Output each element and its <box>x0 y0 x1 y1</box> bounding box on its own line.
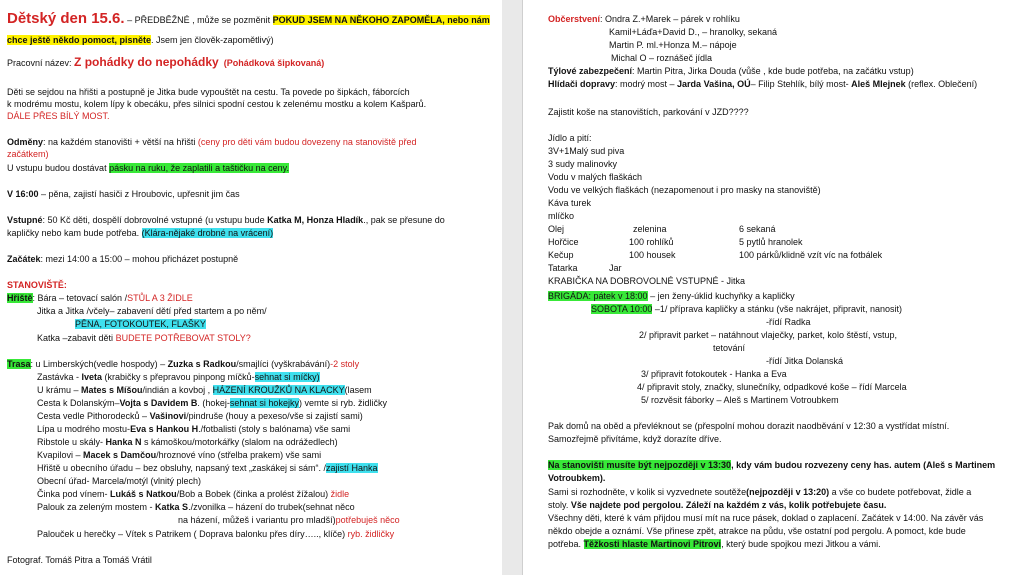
dumbbell-line <box>37 489 349 500</box>
dumbbell-names: Lukáš s Natkou <box>110 489 177 499</box>
green-bridge-red: potřebuješ něco <box>335 515 400 525</box>
playground-red: STŮL A 3 ŽIDLE <box>127 293 193 303</box>
start-line <box>7 254 238 265</box>
jitka-line: Jitka a Jitka /včely– zabavení dětí před startem a po něm/ <box>37 306 267 316</box>
katka-red: BUDETE POTŘEBOVAT STOLY? <box>115 333 251 343</box>
pithorodecky-text: /pindruše (houy a pexeso/vše si zajistí sami) <box>186 411 363 421</box>
pithorodecky-names: Vašinovi <box>149 411 187 421</box>
shop-highlight: HÁZENÍ KROUŽKŮ NA KLACKY <box>212 385 345 395</box>
refreshments-label: Občerstvení <box>548 14 601 24</box>
green-bridge-text: ./zvonilka – házení do trubek(sehnat něco <box>188 502 355 512</box>
actress-meadow-line <box>37 529 394 540</box>
decide-line-2 <box>548 500 886 511</box>
office-playground-line <box>37 463 378 474</box>
on-station-text: , kdy vám budou rozvezeny ceny has. autem (Aleš s Martinem <box>731 460 996 470</box>
saturday-line <box>591 304 902 315</box>
green-bridge-pre: Palouk za zeleným mostem - <box>37 502 156 512</box>
drink-4: Vodu ve velkých flaškách (nezapomenout i pro masky na stanoviště) <box>548 185 821 195</box>
katka-text: Katka –zabavit děti <box>37 333 116 343</box>
route-tail: /smajlíci (vyškrabávání) <box>236 359 331 369</box>
dolansky-text: . (hokej- <box>197 398 230 408</box>
pithorodecky-line <box>37 411 363 422</box>
title-note: – PŘEDBĚŽNÉ , může se pozměnit <box>124 15 273 25</box>
linden-text: ./fotbalisti (stoly s balónama) vše sami <box>198 424 351 434</box>
led-by-radka: -řídí Radka <box>766 317 811 327</box>
supply-oil: Olej <box>548 224 565 234</box>
home-line-2: Samozřejmě přivítáme, když dorazíte dříve. <box>548 434 722 444</box>
drink-2: 3 sudy malinovky <box>548 159 618 169</box>
supply-veg: zelenina <box>633 224 667 234</box>
dolansky-line <box>37 398 387 409</box>
pithorodecky-pre: Cesta vedle Pithorodecků – <box>37 411 150 421</box>
actress-meadow-red: ryb. židličky <box>347 529 395 539</box>
entry-band-pre: U vstupu budou dostávat <box>7 163 110 173</box>
green-bridge-line <box>37 502 355 513</box>
green-bridge-name: Katka S <box>155 502 189 512</box>
food-heading: Jídlo a pití: <box>548 133 592 143</box>
route-label: Trasa <box>7 359 31 369</box>
entry-fee-names: Katka M, Honza Hladík <box>267 215 364 225</box>
decide-bold-2: Vše najdete pod pergolou. Záleží na každém z vás, kolik potřebujete času. <box>570 500 887 510</box>
brigade-line <box>548 291 795 302</box>
rewards-text: : na každém stanovišti + větší na hřišti <box>43 137 198 147</box>
entry-band-highlight: pásku na ruku, že zaplatili a taštičku na ceny. <box>109 163 290 173</box>
foam-line <box>7 189 240 200</box>
children-line-2: někdo obejde a oznámí. Vše přinese zpět, atrakce na půdu, vše ostatní pod pergolu. A pomoct, kde bude <box>548 526 966 536</box>
rear-security-line <box>548 66 914 77</box>
children-tail: , který bude spojkou mezi Jitkou a vámi. <box>721 539 881 549</box>
entry-band-line <box>7 163 289 174</box>
doc-title: Dětský den 15.6. <box>7 10 125 27</box>
stop-name: Iveta <box>81 372 103 382</box>
entry-fee-tail: ., pak se přesune do <box>363 215 445 225</box>
decide-tail: a vše co budete potřebovat, židle a <box>829 487 972 497</box>
children-line-1: Všechny děti, které k vám přijdou musí mít na ruce pásek, doklad o zaplacení. Začátek v 14:00. Na závěr vás <box>548 513 984 523</box>
rewards-red-2: začátkem) <box>7 149 49 159</box>
dumbbell-text: /Bob a Bobek (činka a prolést žížalou) <box>176 489 331 499</box>
task-5: 5/ rozvěsit fáborky – Aleš s Martinem Votroubkem <box>641 395 839 405</box>
foam-photo-line <box>75 319 206 330</box>
brigade-text: – jen ženy-úklid kuchyňky a kapličky <box>647 291 795 301</box>
drink-1: 3V+1Malý sud piva <box>548 146 625 156</box>
working-name-value: Z pohádky do nepohádky <box>74 55 219 69</box>
drink-5: Káva turek <box>548 198 592 208</box>
working-name-sub: (Pohádková šipkovaná) <box>223 58 325 68</box>
dumbbell-red: židle <box>330 489 350 499</box>
supply-buns: 100 housek <box>629 250 676 260</box>
supply-mustard: Hořčice <box>548 237 579 247</box>
doc-title-line <box>7 10 490 27</box>
task-4: 4/ připravit stoly, značky, slunečníky, odpadkové koše – řídí Marcela <box>637 382 907 392</box>
rewards-line <box>7 137 416 148</box>
dolansky-tail: ) vemte si ryb. židličky <box>298 398 387 408</box>
decide-bold: (nejpozději v 13:20) <box>746 487 830 497</box>
traffic-guard-line <box>548 79 977 90</box>
route-red: -2 stoly <box>330 359 360 369</box>
kvapil-names: Macek s Damčou <box>83 450 157 460</box>
refreshments-3: Martin P. ml.+Honza M.– nápoje <box>609 40 737 50</box>
warning-highlight-1: POKUD JSEM NA NĚKOHO ZAPOMĚLA, nebo nám <box>272 15 490 25</box>
right-page <box>522 0 1024 575</box>
on-station-highlight: Na stanovišti musíte být nejpozději v 13:30 <box>548 460 732 470</box>
stop-text: (krabičky s přepravou pinpong míčků- <box>102 372 255 382</box>
photographer-line: Fotograf. Tomáš Pitra a Tomáš Vrátil <box>7 555 152 565</box>
ribstole-text: s kámoškou/motorkářky (slalom na odrážedlech) <box>141 437 338 447</box>
children-line-3 <box>548 539 881 550</box>
linden-line <box>37 424 350 435</box>
linden-pre: Lípa u modrého mostu- <box>37 424 131 434</box>
shop-line <box>37 385 372 396</box>
stations-heading: STANOVIŠTĚ: <box>7 280 67 290</box>
rewards-label: Odměny <box>7 137 44 147</box>
task-2: 2/ připravit parket – natáhnout vlaječky, parket, kolo štěstí, vstup, <box>639 330 897 340</box>
intro-line-1: Děti se sejdou na hřišti a postupně je Jitka bude vypouštět na cestu. Ta povede po šipkách, fáborcích <box>7 87 410 97</box>
drink-3: Vodu v malých flaškách <box>548 172 643 182</box>
dolansky-pre: Cesta k Dolanským– <box>37 398 120 408</box>
traffic-guard-tail: (reflex. Oblečení) <box>905 79 978 89</box>
children-highlight: Těžkosti hlaste Martinovi Pitrovi <box>583 539 722 549</box>
saturday-highlight: SOBOTA 10:00 <box>591 304 653 314</box>
dolansky-highlight: sehnat si hokejky <box>229 398 299 408</box>
entry-fee-label: Vstupné <box>7 215 43 225</box>
home-line-1: Pak domů na oběd a převléknout se (přespolní mohou dorazit naodběvání v 12:30 a vystřídat místní. <box>548 421 950 431</box>
task-2-tattoo: tetování <box>713 343 746 353</box>
route-line <box>7 359 359 370</box>
decide-pre-2: stoly. <box>548 500 571 510</box>
katka-line <box>37 333 251 344</box>
supply-tartar: Tatarka <box>548 263 578 273</box>
stop-pre: Zastávka - <box>37 372 82 382</box>
foam-text: – pěna, zajistí hasiči z Hroubovic, upřesnit jim čas <box>38 189 240 199</box>
kvapil-pre: Kvapilovi – <box>37 450 84 460</box>
route-text: : u Limberských(vedle hospody) – <box>30 359 168 369</box>
rear-security-text: : Martin Pitra, Jirka Douda (vůše , kde bude potřeba, na začátku vstup) <box>632 66 914 76</box>
office-playground-text: Hřiště u obecního úřadu – bez obsluhy, napsaný text „zaskákej si sám“. / <box>37 463 326 473</box>
green-bridge-line-2 <box>178 515 400 526</box>
refreshments-line <box>548 14 740 25</box>
working-name-line <box>7 57 324 69</box>
traffic-guard-text: : modrý most – <box>615 79 678 89</box>
office-line: Obecní úřad- Marcela/motýl (vlnitý plech) <box>37 476 202 486</box>
entry-fee-pre-2: kapličky nebo kam bude potřeba. <box>7 228 142 238</box>
entry-fee-line-2 <box>7 228 273 239</box>
start-label: Začátek <box>7 254 41 264</box>
shop-pre: U krámu – <box>37 385 82 395</box>
supply-fries: 5 pytlů hranolek <box>739 237 803 247</box>
shop-text: /indián a kovboj , <box>142 385 213 395</box>
intro-line-2: k modrému mostu, kolem lípy k obecáku, přes silnici spodní cestou k zelenému mostku a kolem Kašparů. <box>7 99 427 109</box>
ribstole-names: Hanka N <box>105 437 142 447</box>
traffic-guard-text-2: – Filip Stehlík, bílý most- <box>750 79 852 89</box>
playground-label: Hřiště <box>7 293 33 303</box>
kvapil-line <box>37 450 321 461</box>
foam-photo-highlight: PĚNA, FOTOKOUTEK, FLAŠKY <box>75 319 206 329</box>
playground-text: : Bára – tetovací salón / <box>32 293 128 303</box>
office-playground-highlight: zajistí Hanka <box>325 463 378 473</box>
ribstole-line <box>37 437 338 448</box>
stop-highlight: sehnat si míčky) <box>254 372 320 382</box>
supply-rolls: 100 rohlíků <box>629 237 674 247</box>
entry-fee-highlight: (Klára-nějaké drobné na vrácení) <box>141 228 274 238</box>
intro-line-3: DÁLE PŘES BÍLÝ MOST. <box>7 111 110 121</box>
entry-fee-line <box>7 215 445 226</box>
warning-tail: . Jsem jen člověk-zapomětlivý) <box>151 35 274 45</box>
route-names: Zuzka s Radkou <box>167 359 237 369</box>
playground-line <box>7 293 193 304</box>
rear-security-label: Týlové zabezpečení <box>548 66 633 76</box>
foam-time: V 16:00 <box>7 189 39 199</box>
on-station-line <box>548 460 995 471</box>
bins-line: Zajistit koše na stanovištích, parkování v JZD???? <box>548 107 749 117</box>
on-station-line-2: Votroubkem). <box>548 473 606 483</box>
shop-names: Mates s Míšou <box>81 385 143 395</box>
refreshments-1: : Ondra Z.+Marek – párek v rohlíku <box>600 14 740 24</box>
donation-box-line: KRABIČKA NA DOBROVOLNÉ VSTUPNÉ - Jitka <box>548 276 746 286</box>
refreshments-4: Michal O – roznášeč jídla <box>611 53 713 63</box>
warning-line-2 <box>7 35 274 46</box>
decide-pre: Sami si rozhodněte, v kolik si vyzvednete soutěže <box>548 487 747 497</box>
ribstole-pre: Ribstole u skály- <box>37 437 106 447</box>
shop-tail: (lasem <box>344 385 372 395</box>
traffic-guard-names: Jarda Vašina, OÚ <box>677 79 751 89</box>
refreshments-2: Kamil+Láďa+David D., – hranolky, sekaná <box>609 27 777 37</box>
linden-names: Eva s Hankou H <box>130 424 199 434</box>
drink-6: mlíčko <box>548 211 575 221</box>
children-pre-3: potřeba. <box>548 539 584 549</box>
actress-meadow-text: Palouček u herečky – Vítek s Patrikem ( Doprava balonku přes díry….., klíče) <box>37 529 348 539</box>
entry-fee-text: : 50 Kč děti, dospělí dobrovolné vstupné (u vstupu bude <box>42 215 268 225</box>
decide-line <box>548 487 971 498</box>
traffic-guard-names-2: Aleš Mlejnek <box>851 79 906 89</box>
dumbbell-pre: Činka pod vínem- <box>37 489 111 499</box>
supply-sausages: 100 párků/klidně vzít víc na fotbálek <box>739 250 883 260</box>
saturday-text: –1/ příprava kapličky a stánku (vše nakrájet, připravit, nanosit) <box>652 304 902 314</box>
kvapil-text: /hroznové víno (střelba prakem) vše sami <box>156 450 322 460</box>
dolansky-names: Vojta s Davidem B <box>119 398 198 408</box>
supply-jar: Jar <box>609 263 622 273</box>
brigade-highlight: BRIGÁDA: pátek v 18:00 <box>548 291 648 301</box>
start-text: : mezi 14:00 a 15:00 – mohou přicházet postupně <box>40 254 239 264</box>
traffic-guard-label: Hlídači dopravy <box>548 79 616 89</box>
warning-highlight-2: chce ještě někdo pomoct, pisněte <box>7 35 152 45</box>
working-name-label: Pracovní název: <box>7 58 75 68</box>
green-bridge-text-2: na házení, můžeš i variantu pro mladší) <box>178 515 336 525</box>
supply-meatloaf: 6 sekaná <box>739 224 776 234</box>
supply-ketchup: Kečup <box>548 250 574 260</box>
task-3: 3/ připravit fotokoutek - Hanka a Eva <box>641 369 787 379</box>
left-page <box>0 0 502 575</box>
stop-line <box>37 372 320 383</box>
rewards-red: (ceny pro děti vám budou dovezeny na stanoviště před <box>197 137 417 147</box>
led-by-jitka: -řídí Jitka Dolanská <box>766 356 844 366</box>
